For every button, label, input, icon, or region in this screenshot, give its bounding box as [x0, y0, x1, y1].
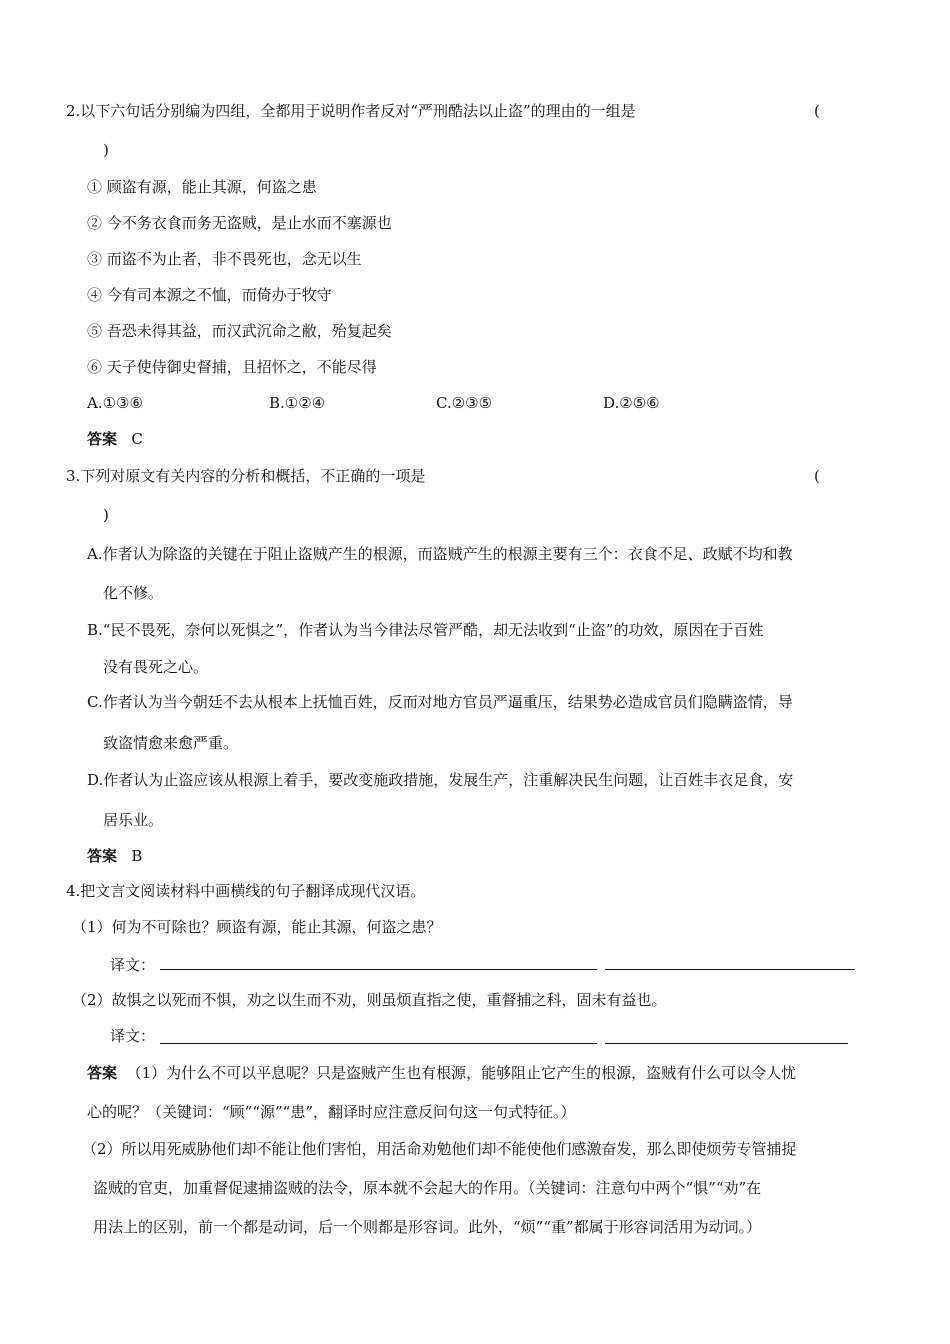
q4-sentence-2: （2）故惧之以死而不惧，劝之以生而不劝，则虽烦直指之使，重督捕之科，固未有益也。: [72, 991, 667, 1009]
q4-sentence-1: （1）何为不可除也？顾盗有源，能止其源，何盗之患？: [72, 918, 442, 936]
q4-answer-line1: [87, 1063, 796, 1083]
q3-answer: [87, 846, 142, 866]
q2-paren-open: (: [814, 102, 820, 120]
q2-item-6: ⑥ 天子使侍御史督捕，且招怀之，不能尽得: [87, 358, 377, 376]
q2-answer: [87, 429, 143, 449]
answer-value: C: [131, 430, 143, 448]
q3-paren-open: (: [814, 467, 820, 485]
q4-answer-1-line1: （1）为什么不可以平息呢？只是盗贼产生也有根源，能够阻止它产生的根源，盗贼有什么可以令人忧: [126, 1064, 797, 1082]
q4-translation-blank-2b[interactable]: [605, 1043, 848, 1044]
q3-option-c-line2: 致盗情愈来愈严重。: [103, 734, 239, 752]
q3-option-d-line2: 居乐业。: [103, 811, 164, 829]
q4-answer-2-line1: （2）所以用死威胁他们却不能让他们害怕，用活命劝勉他们却不能使他们感激奋发，那么即使烦劳专管捕捉: [82, 1140, 797, 1158]
answer-label: 答案: [87, 430, 118, 448]
q3-stem: 3.下列对原文有关内容的分析和概括，不正确的一项是: [66, 467, 426, 485]
q2-item-2: ② 今不务衣食而务无盗贼，是止水而不塞源也: [87, 214, 392, 232]
answer-label: 答案: [87, 847, 118, 865]
q3-option-a-line2: 化不修。: [103, 584, 164, 602]
q2-option-d: D.②⑤⑥: [603, 394, 660, 412]
q2-paren-close: ): [103, 141, 109, 159]
q4-answer-1-line2: 心的呢？（关键词：“顾”“源”“患”，翻译时应注意反问句这一句式特征。）: [87, 1103, 576, 1121]
q3-option-b-line2: 没有畏死之心。: [103, 658, 209, 676]
q2-item-3: ③ 而盗不为止者，非不畏死也，念无以生: [87, 250, 362, 268]
answer-label: 答案: [87, 1064, 118, 1082]
q3-paren-close: ): [103, 506, 109, 524]
answer-value: B: [131, 847, 143, 865]
q2-item-1: ① 顾盗有源，能止其源，何盗之患: [87, 178, 317, 196]
q3-option-a-line1: A.作者认为除盗的关键在于阻止盗贼产生的根源，而盗贼产生的根源主要有三个：衣食不足、政赋不均和教: [87, 545, 793, 563]
q4-translation-blank-1a[interactable]: [160, 969, 597, 970]
q4-translation-label-2: 译文：: [110, 1027, 156, 1045]
q4-answer-2-line3: 用法上的区别，前一个都是动词，后一个则都是形容词。此外，“烦”“重”都属于形容词活用为动词。）: [93, 1218, 762, 1236]
q3-option-b-line1: B.“民不畏死，奈何以死惧之”，作者认为当今律法尽管严酷，却无法收到“止盗”的功效，原因在于百姓: [87, 621, 764, 639]
q3-option-c-line1: C.作者认为当今朝廷不去从根本上抚恤百姓，反而对地方官员严逼重压，结果势必造成官员们隐瞒盗情，导: [87, 693, 793, 711]
q4-answer-2-line2: 盗贼的官吏，加重督促逮捕盗贼的法令，原本就不会起大的作用。（关键词：注意句中两个“惧”“劝”在: [93, 1179, 762, 1197]
q3-option-d-line1: D.作者认为止盗应该从根源上着手，要改变施政措施，发展生产，注重解决民生问题，让百姓丰衣足食，安: [87, 771, 794, 789]
q4-translation-blank-2a[interactable]: [160, 1043, 597, 1044]
q2-option-a: A.①③⑥: [87, 394, 143, 412]
q4-translation-blank-1b[interactable]: [605, 969, 855, 970]
q4-stem: 4.把文言文阅读材料中画横线的句子翻译成现代汉语。: [66, 882, 426, 900]
q2-stem: 2.以下六句话分别编为四组，全都用于说明作者反对“严刑酷法以止盗”的理由的一组是: [66, 102, 636, 120]
q2-option-c: C.②③⑤: [436, 394, 493, 412]
q2-item-5: ⑤ 吾恐未得其益，而汉武沉命之敝，殆复起矣: [87, 322, 392, 340]
q2-item-4: ④ 今有司本源之不恤，而倚办于牧守: [87, 286, 332, 304]
q2-option-b: B.①②④: [269, 394, 326, 412]
q4-translation-label-1: 译文：: [110, 956, 156, 974]
